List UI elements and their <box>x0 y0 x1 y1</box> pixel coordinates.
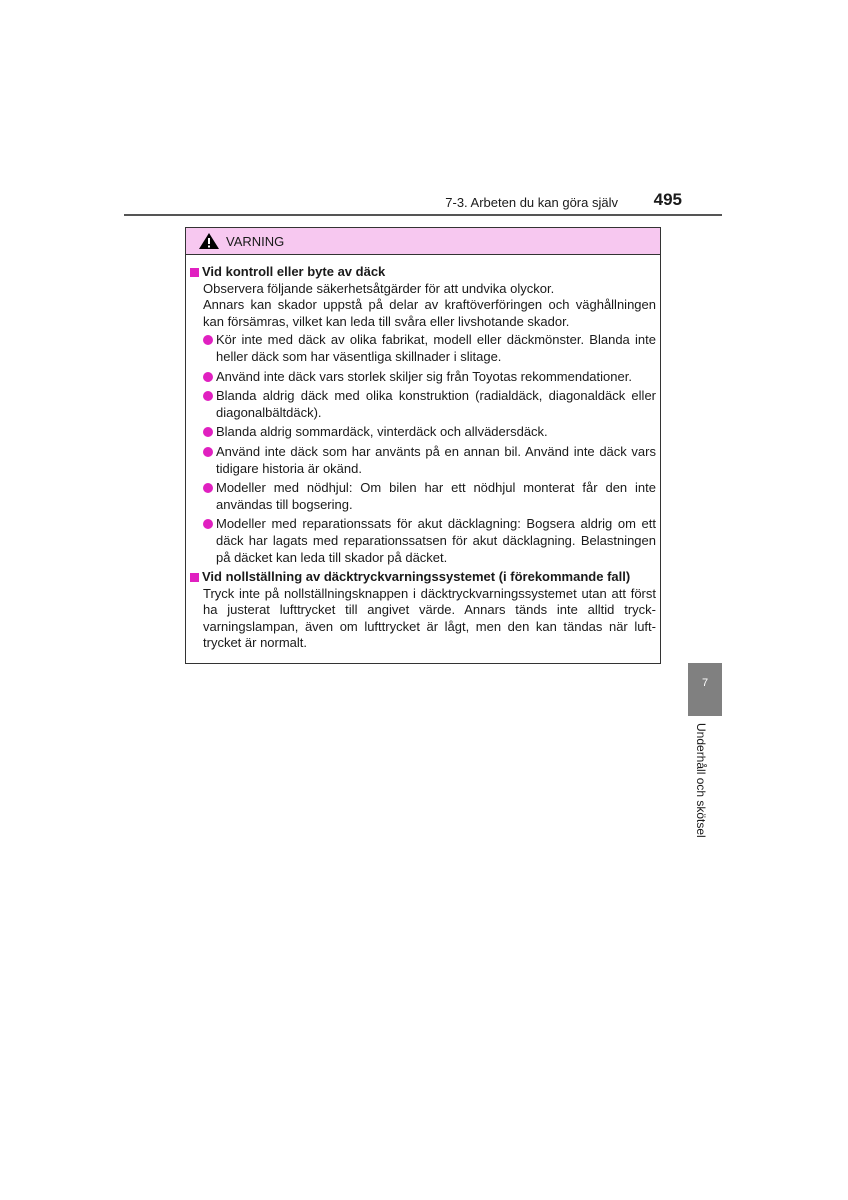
list-item-text: Blanda aldrig däck med olika konstruktion (radialdäck, diagonaldäck eller diagonalbältdäck). <box>216 388 656 420</box>
warning-label: VARNING <box>226 233 285 249</box>
header-rule <box>124 214 722 216</box>
list-item <box>190 480 656 513</box>
chapter-title: Underhåll och skötsel <box>694 723 708 838</box>
list-item <box>190 369 656 386</box>
list-item-text: Använd inte däck vars storlek skiljer sig från Toyotas rekommendationer. <box>216 368 632 384</box>
warning-box <box>185 227 661 664</box>
page-header <box>124 190 722 216</box>
list-item <box>190 424 656 441</box>
list-item-text: Modeller med reparationssats för akut däcklagning: Bogsera aldrig om ett däck har lagats med reparationssatsen för akut däcklagning. Belastningen på däcket kan leda till skador på däcket. <box>216 516 656 565</box>
section-heading-tire-check <box>190 264 656 281</box>
bullet-dot-icon <box>203 391 213 401</box>
square-bullet-icon <box>190 268 199 277</box>
warning-body <box>186 255 660 652</box>
list-item <box>190 332 656 365</box>
paragraph: Tryck inte på nollställningsknappen i däcktryckvarningssystemet utan att först ha justerat lufttrycket till angivet värde. Annars tänds inte alltid tryck-varningslampan, även om lufttrycket är lågt, men den kan tändas när luft-trycket är normalt. <box>203 585 656 651</box>
bullet-list <box>190 332 656 566</box>
square-bullet-icon <box>190 573 199 582</box>
bullet-dot-icon <box>203 427 213 437</box>
paragraph: Observera följande säkerhetsåtgärder för att undvika olyckor. <box>203 280 555 296</box>
chapter-number: 7 <box>701 677 709 689</box>
list-item-text: Använd inte däck som har använts på en annan bil. Använd inte däck vars tidigare historia är okänd. <box>216 443 656 476</box>
list-item <box>190 516 656 566</box>
bullet-dot-icon <box>203 335 213 345</box>
list-item <box>190 388 656 421</box>
list-item-text: Kör inte med däck av olika fabrikat, modell eller däckmönster. Blanda inte heller däck som har väsentliga skillnader i slitage. <box>216 332 656 364</box>
bullet-dot-icon <box>203 483 213 493</box>
list-item-text: Blanda aldrig sommardäck, vinterdäck och allvädersdäck. <box>216 424 548 440</box>
list-item-text: Modeller med nödhjul: Om bilen har ett nödhjul monterat får den inte användas till bogsering. <box>216 480 656 512</box>
warning-triangle-icon <box>198 232 220 250</box>
bullet-dot-icon <box>203 372 213 382</box>
bullet-dot-icon <box>203 447 213 457</box>
section-heading-text: Vid kontroll eller byte av däck <box>202 264 386 279</box>
paragraph: Annars kan skador uppstå på delar av kraftöverföringen och väghållningen kan försämras, vilket kan leda till svåra eller livshotande skador. <box>203 297 656 329</box>
warning-header <box>186 228 660 255</box>
bullet-dot-icon <box>203 519 213 529</box>
page-number: 495 <box>653 190 682 209</box>
list-item <box>190 444 656 477</box>
section-heading-tpms-reset <box>190 569 656 586</box>
chapter-tab <box>688 663 722 716</box>
section-title: 7-3. Arbeten du kan göra själv <box>445 195 618 210</box>
section-heading-text: Vid nollställning av däcktryckvarningssystemet (i förekommande fall) <box>202 569 631 585</box>
